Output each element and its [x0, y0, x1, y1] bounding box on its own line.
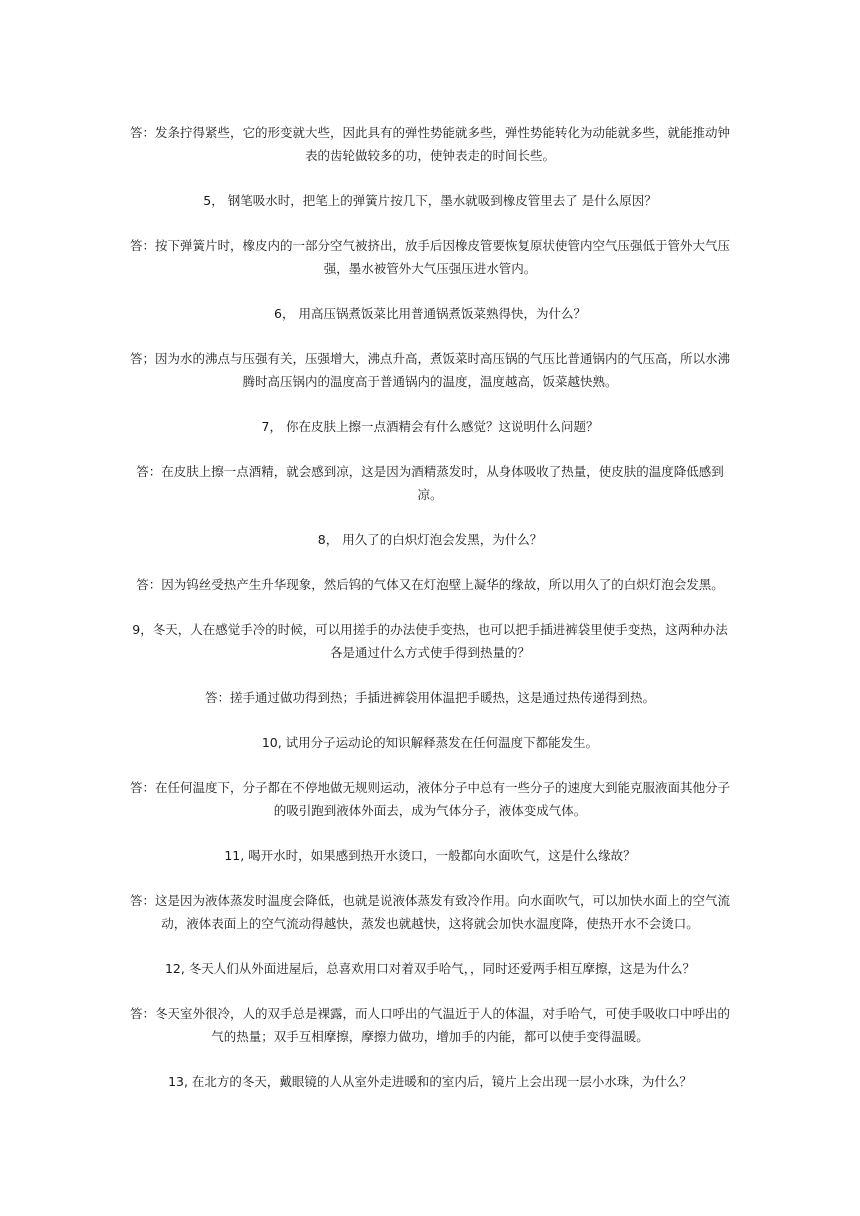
answer-4: 答：发条拧得紧些，它的形变就大些，因此具有的弹性势能就多些，弹性势能转化为动能就多些，就能推动钟表的齿轮做较多的功，使钟表走的时间长些。 — [130, 125, 731, 163]
question-11: 11, 喝开水时，如果感到热开水烫口，一般都向水面吹气，这是什么缘故？ — [224, 848, 636, 863]
answer-6: 答；因为水的沸点与压强有关，压强增大，沸点升高，煮饭菜时高压锅的气压比普通锅内的气压高，所以水沸腾时高压锅内的温度高于普通锅内的温度，温度越高，饭菜越快熟。 — [130, 351, 731, 389]
answer-10: 答：在任何温度下，分子都在不停地做无规则运动，液体分子中总有一些分子的速度大到能克服液面其他分子的吸引跑到液体外面去，成为气体分子，液体变成气体。 — [130, 780, 731, 818]
answer-12: 答：冬天室外很冷，人的双手总是裸露，而人口呼出的气温近于人的体温，对手哈气，可使手吸收口中呼出的气的热量；双手互相摩擦，摩擦力做功，增加手的内能，都可以使手变得温暖。 — [130, 1006, 731, 1044]
question-8: 8， 用久了的白炽灯泡会发黑，为什么？ — [317, 532, 543, 547]
question-10: 10, 试用分子运动论的知识解释蒸发在任何温度下都能发生。 — [261, 735, 599, 750]
answer-8: 答：因为钨丝受热产生升华现象，然后钨的气体又在灯泡壁上凝华的缘故，所以用久了的白炽灯泡会发黑。 — [136, 577, 724, 592]
question-13: 13, 在北方的冬天，戴眼镜的人从室外走进暖和的室内后，镜片上会出现一层小水珠，为什么？ — [168, 1074, 692, 1089]
question-9: 9，冬天，人在感觉手冷的时候，可以用搓手的办法使手变热，也可以把手插进裤袋里使手变热，这两种办法各是通过什么方式使手得到热量的？ — [132, 622, 728, 660]
question-5: 5， 钢笔吸水时，把笔上的弹簧片按几下，墨水就吸到橡皮管里去了 是什么原因？ — [203, 193, 657, 208]
answer-9: 答：搓手通过做功得到热；手插进裤袋用体温把手暖热，这是通过热传递得到热。 — [204, 690, 655, 705]
question-12: 12, 冬天人们从外面进屋后，总喜欢用口对着双手哈气，，同时还爱两手相互摩擦，这是为什么？ — [164, 961, 696, 976]
document-page — [130, 121, 730, 1115]
answer-5: 答：按下弹簧片时，橡皮内的一部分空气被挤出，放手后因橡皮管要恢复原状使管内空气压强低于管外大气压强，墨水被管外大气压强压进水管内。 — [130, 238, 731, 276]
question-7: 7， 你在皮肤上擦一点酒精会有什么感觉？这说明什么问题？ — [261, 419, 599, 434]
question-6: 6， 用高压锅煮饭菜比用普通锅煮饭菜熟得快，为什么？ — [274, 306, 586, 321]
answer-7: 答：在皮肤上擦一点酒精，就会感到凉，这是因为酒精蒸发时，从身体吸收了热量，使皮肤的温度降低感到凉。 — [136, 464, 724, 502]
answer-11: 答：这是因为液体蒸发时温度会降低，也就是说液体蒸发有致冷作用。向水面吹气，可以加快水面上的空气流动，液体表面上的空气流动得越快，蒸发也就越快，这将就会加快水温度降，使热开水不会烫口。 — [130, 893, 731, 931]
